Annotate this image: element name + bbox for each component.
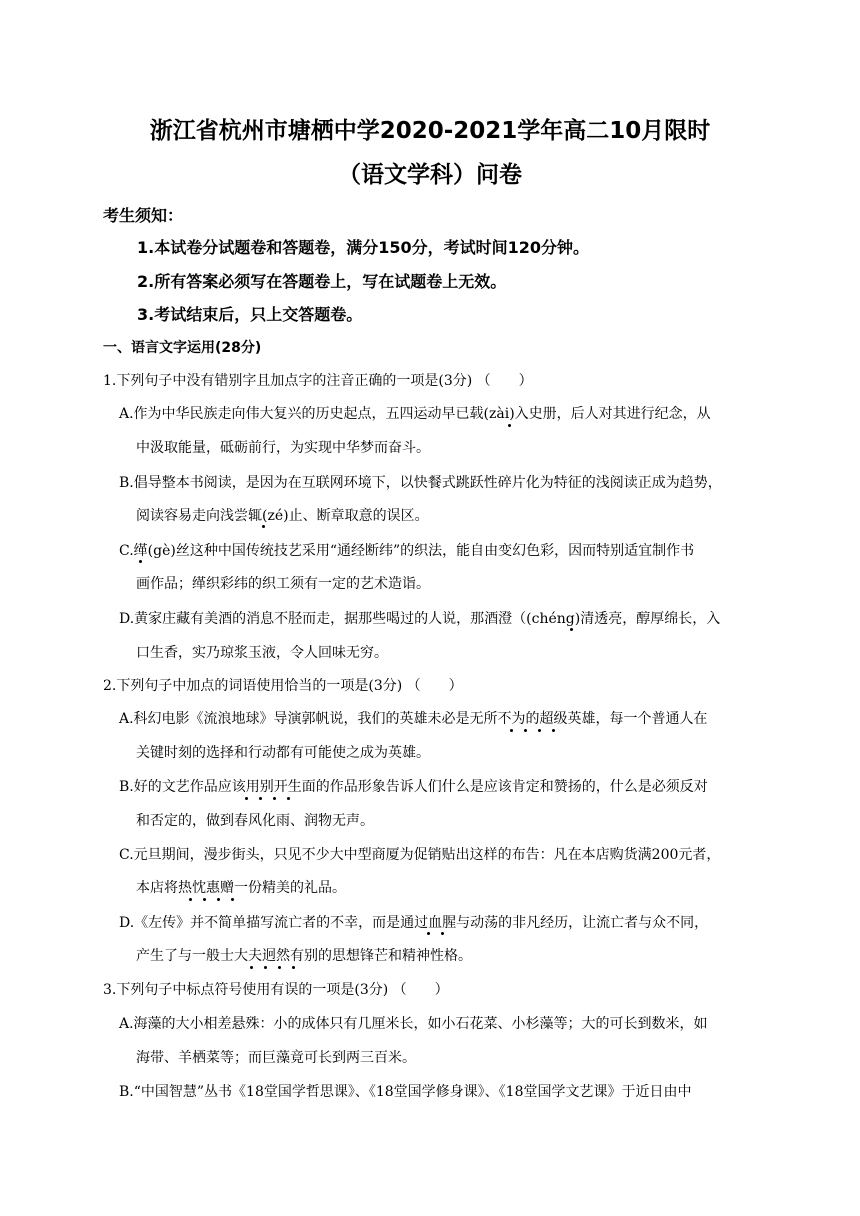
emphasis-dot [259, 797, 262, 800]
notice-item-3: 3.考试结束后，只上交答题卷。 [137, 305, 363, 324]
question-1-option-d: D.黄家庄藏有美酒的消息不胫而走，据那些喝过的人说，那酒澄（(chéng)清透亮，醇厚绵长，入 [119, 611, 721, 627]
emphasis-dot [510, 729, 513, 732]
section-heading: 一、语言文字运用(28分) [103, 340, 262, 356]
emphasis-dot [231, 898, 234, 901]
emphasis-dot [508, 424, 511, 427]
notice-heading: 考生须知： [103, 206, 184, 225]
emphasis-dot [217, 898, 220, 901]
emphasis-dot [245, 797, 248, 800]
question-3-stem: 3.下列句子中标点符号使用有误的一项是(3分) （ ） [103, 982, 449, 998]
question-3-option-a-cont: 海带、羊栖菜等；而巨藻竟可长到两三百米。 [136, 1050, 416, 1066]
emphasis-dot [273, 797, 276, 800]
question-2-option-c: C.元旦期间，漫步街头，只见不少大中型商厦为促销贴出这样的布告：凡在本店购货满200元者， [119, 847, 721, 863]
emphasis-dot [292, 966, 295, 969]
emphasis-dot [262, 525, 265, 528]
question-2-option-a: A.科幻电影《流浪地球》导演郭帆说，我们的英雄未必是无所不为的超级英雄，每一个普通人在 [119, 711, 708, 727]
notice-item-2: 2.所有答案必须写在答题卷上，写在试题卷上无效。 [137, 272, 507, 291]
question-1-option-a-cont: 中汲取能量，砥砺前行，为实现中华梦而奋斗。 [136, 440, 430, 456]
question-1-option-c: C.缂(gè)丝这种中国传统技艺采用“通经断纬”的织法，能自由变幻色彩，因而特别适宜制作书 [119, 543, 695, 559]
question-2-option-b: B.好的文艺作品应该用别开生面的作品形象告诉人们什么是应该肯定和赞扬的，什么是必须反对 [119, 779, 708, 795]
emphasis-dot [552, 729, 555, 732]
emphasis-dot [189, 898, 192, 901]
question-2-option-a-cont: 关键时刻的选择和行动都有可能使之成为英雄。 [136, 745, 430, 761]
emphasis-dot [264, 966, 267, 969]
question-3-option-b: B.“中国智慧”丛书《18堂国学哲思课》、《18堂国学修身课》、《18堂国学文艺课》于近日由中 [119, 1084, 692, 1100]
question-1-option-d-cont: 口生香，实乃琼浆玉液，令人回味无穷。 [136, 645, 388, 661]
emphasis-dot [427, 932, 430, 935]
emphasis-dot [250, 966, 253, 969]
emphasis-dot [524, 729, 527, 732]
question-1-stem: 1.下列句子中没有错别字且加点字的注音正确的一项是(3分) （ ） [103, 373, 533, 389]
emphasis-dot [538, 729, 541, 732]
question-1-option-c-cont: 画作品；缂织彩纬的织工须有一定的艺术造诣。 [136, 576, 430, 592]
question-1-option-b-cont: 阅读容易走向浅尝辄(zé)止、断章取意的误区。 [136, 508, 429, 524]
emphasis-dot [203, 898, 206, 901]
emphasis-dot [570, 628, 573, 631]
emphasis-dot [139, 560, 142, 563]
question-2-option-b-cont: 和否定的，做到春风化雨、润物无声。 [136, 813, 374, 829]
question-1-option-a: A.作为中华民族走向伟大复兴的历史起点，五四运动早已载(zài)入史册，后人对其进行纪念，从 [119, 406, 711, 422]
question-2-option-d-cont: 产生了与一般士大夫迥然有别的思想锋芒和精神性格。 [136, 948, 472, 964]
question-3-option-a: A.海藻的大小相差悬殊：小的成体只有几厘米长，如小石花菜、小杉藻等；大的可长到数米，如 [119, 1016, 708, 1032]
emphasis-dot [287, 797, 290, 800]
emphasis-dot [441, 932, 444, 935]
question-2-option-d: D.《左传》并不简单描写流亡者的不幸，而是通过血腥与动荡的非凡经历，让流亡者与众不同， [119, 915, 709, 931]
notice-item-1: 1.本试卷分试题卷和答题卷，满分150分，考试时间120分钟。 [137, 238, 590, 257]
question-1-option-b: B.倡导整本书阅读，是因为在互联网环境下，以快餐式跳跃性碎片化为特征的浅阅读正成为趋势， [119, 475, 722, 491]
question-2-stem: 2.下列句子中加点的词语使用恰当的一项是(3分) （ ） [103, 678, 463, 694]
exam-title-line1: 浙江省杭州市塘栖中学2020-2021学年高二10月限时 [149, 118, 711, 144]
exam-title-line2: （语文学科）问卷 [338, 162, 522, 188]
question-2-option-c-cont: 本店将热忱惠赠一份精美的礼品。 [136, 880, 346, 896]
emphasis-dot [278, 966, 281, 969]
